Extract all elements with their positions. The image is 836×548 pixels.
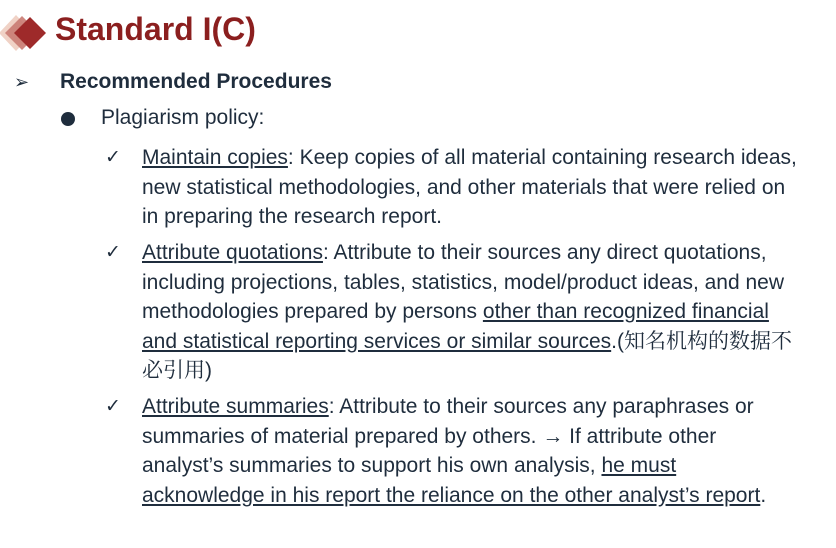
page-title: Standard I(C)	[55, 11, 256, 47]
item-emphasis: he must acknowledge in his report the reliance on the other analyst’s report	[142, 454, 761, 507]
checkmark-icon: ✓	[105, 242, 121, 263]
item-term: Maintain copies	[142, 146, 288, 169]
item-body: : Attribute to their sources any direct quotations, including projections, tables, statistics, model/product ideas, and new methodologies prepared by persons	[142, 241, 785, 323]
item-text	[142, 392, 802, 510]
arrowhead-icon: ➢	[14, 72, 30, 92]
item-text	[142, 238, 802, 386]
heading-text: Recommended Procedures	[60, 70, 332, 93]
item-tail: .	[760, 483, 767, 507]
item-body: : Keep copies of all material containing research ideas, new statistical methodologies, and other materials that were relied on in preparing the research report.	[142, 146, 797, 228]
subheading-text: Plagiarism policy:	[101, 106, 265, 129]
item-term: Attribute summaries	[142, 395, 329, 418]
filled-circle-icon	[61, 112, 75, 126]
item-term: Attribute quotations	[142, 241, 323, 264]
item-emphasis: other than recognized financial and statistical reporting services or similar sources	[142, 300, 769, 353]
diamond-logo-icon	[0, 13, 50, 53]
item-tail: .(知名机构的数据不必引用)	[142, 329, 792, 382]
checkmark-icon: ✓	[105, 147, 121, 168]
checkmark-icon: ✓	[105, 396, 121, 417]
item-body: : Attribute to their sources any paraphrases or summaries of material prepared by others. → If attribute other analyst’s summaries to support his own analysis,	[142, 395, 754, 477]
item-text	[142, 143, 802, 232]
